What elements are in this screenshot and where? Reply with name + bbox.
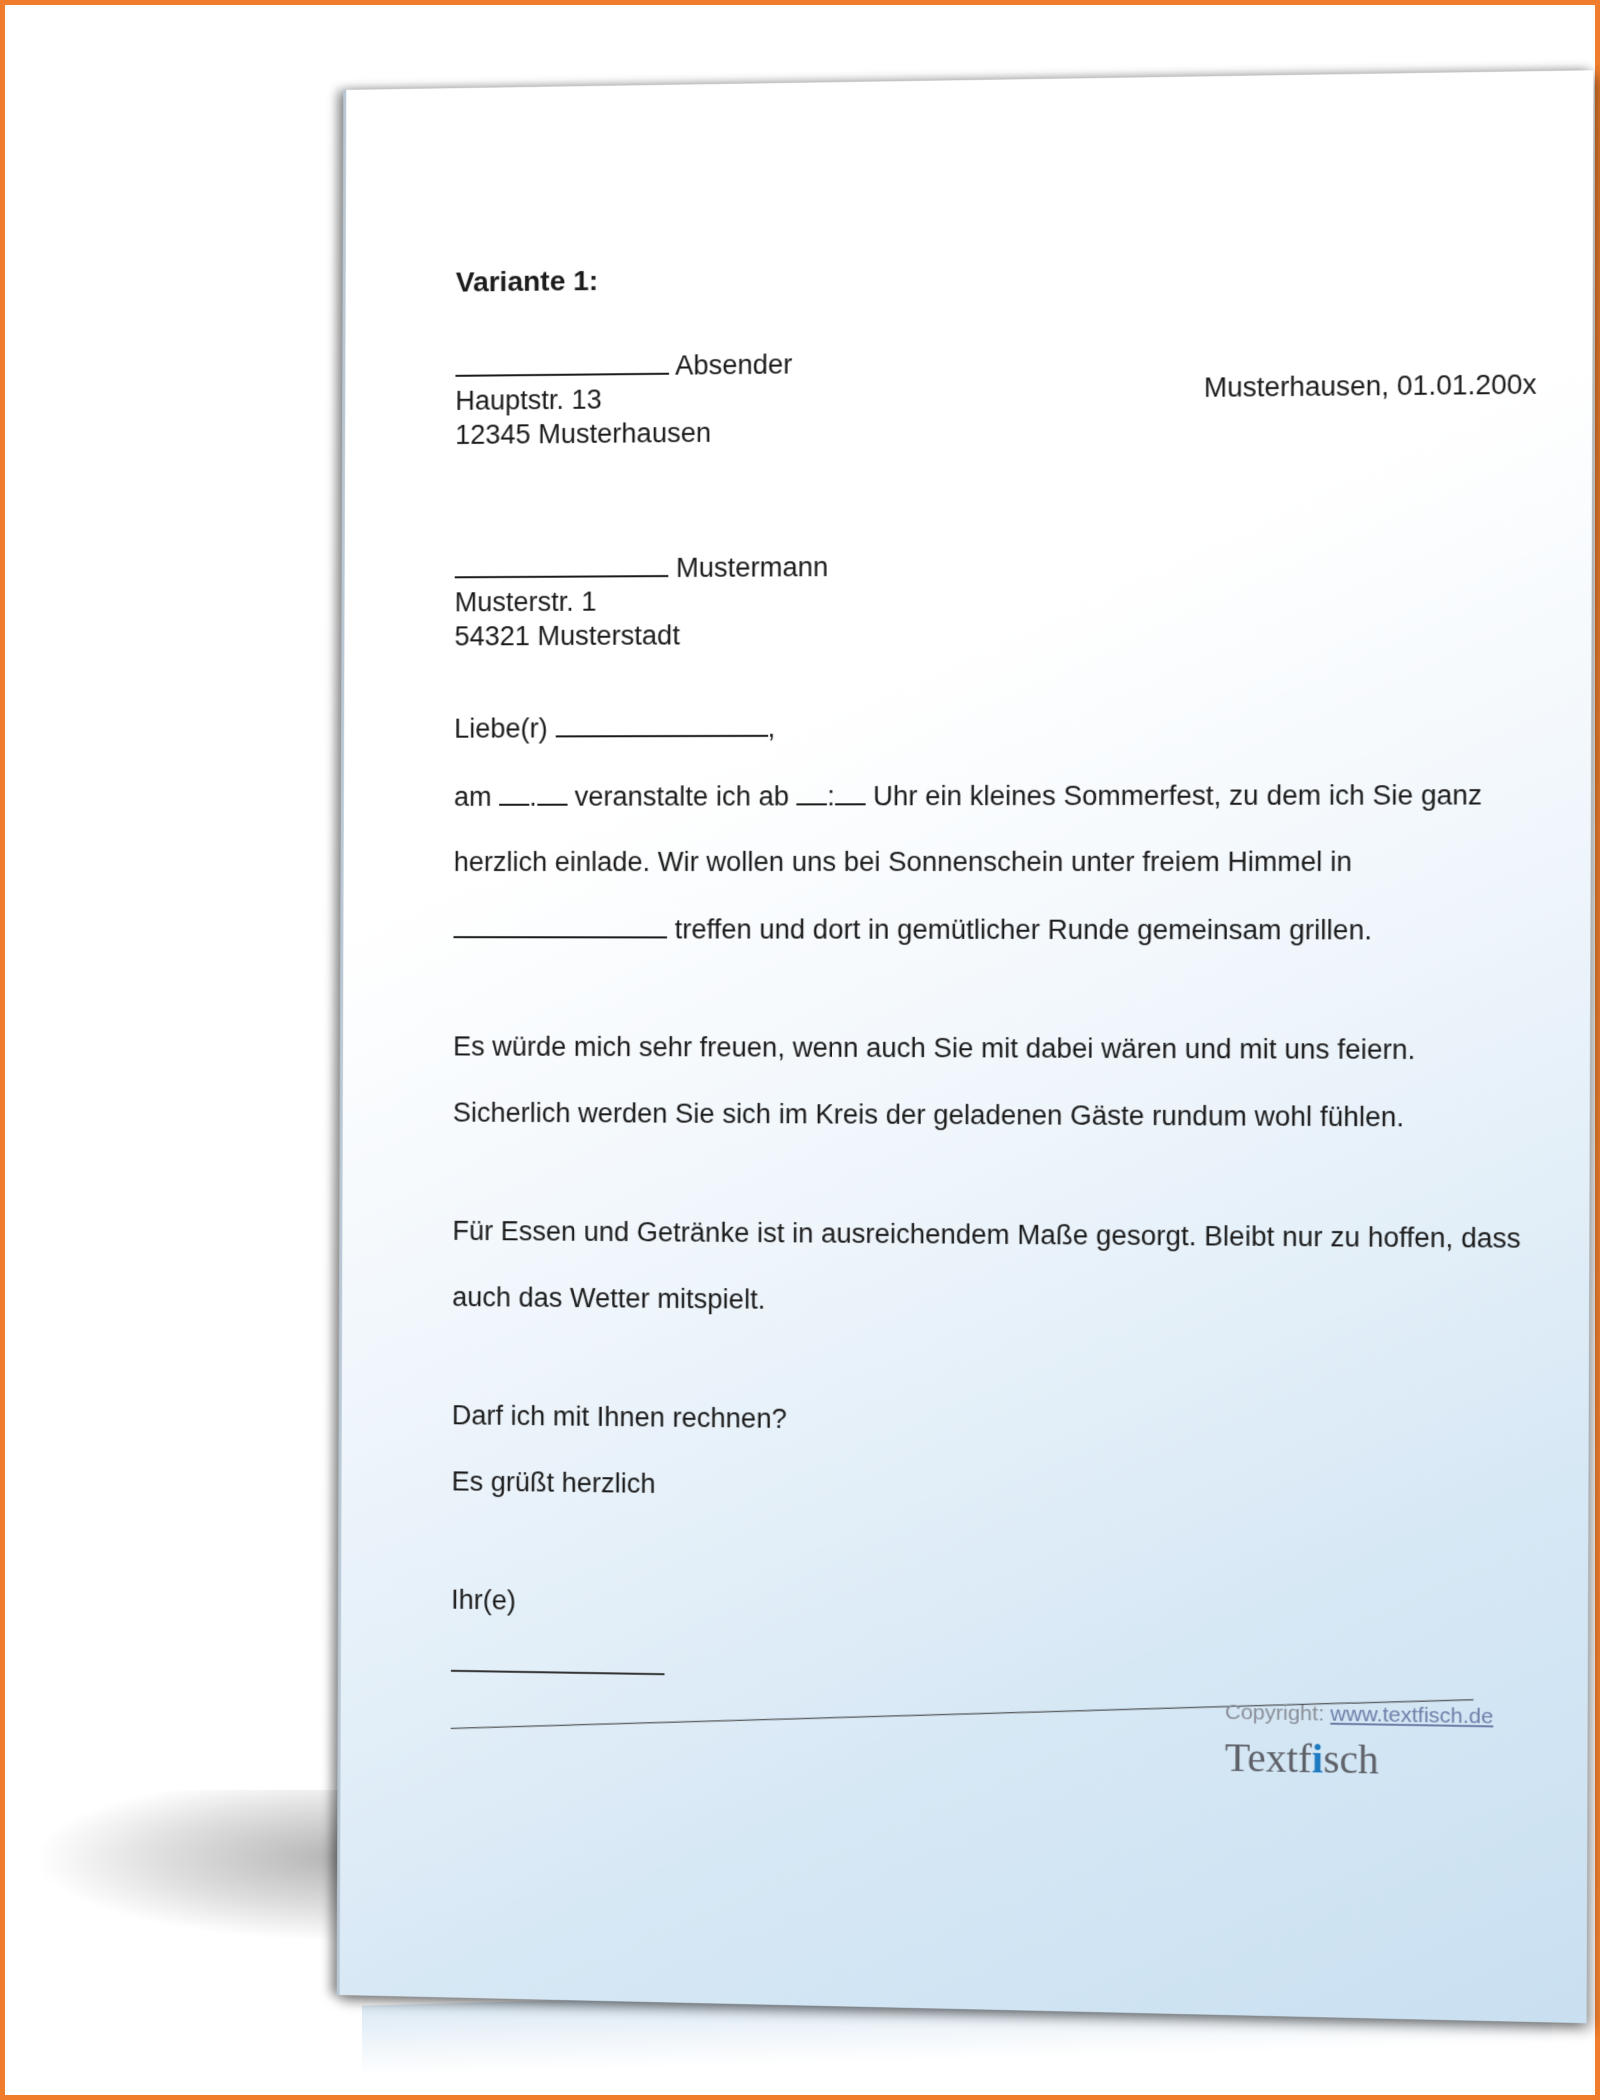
salutation-line xyxy=(454,711,775,745)
recipient-street: Musterstr. 1 xyxy=(454,586,597,618)
logo-text-start: Textf xyxy=(1224,1734,1312,1782)
recipient-name-line xyxy=(455,550,829,585)
paragraph1-line3 xyxy=(453,912,1372,946)
signature-line xyxy=(451,1670,665,1675)
fish-icon: i xyxy=(1311,1735,1324,1782)
paragraph3-line2: auch das Wetter mitspielt. xyxy=(452,1281,766,1315)
recipient-name: Mustermann xyxy=(675,551,829,584)
sender-name: Absender xyxy=(675,349,793,381)
sender-blank xyxy=(455,349,669,377)
p1-text-treffen: treffen und dort in gemütlicher Runde gemeinsam grillen. xyxy=(674,914,1372,946)
salutation-blank xyxy=(555,711,768,738)
copyright-link[interactable]: www.textfisch.de xyxy=(1330,1702,1494,1729)
paragraph1-line1 xyxy=(454,778,1482,813)
month-blank xyxy=(537,780,567,806)
closing-greeting: Es grüßt herzlich xyxy=(451,1466,656,1499)
recipient-blank xyxy=(455,551,669,578)
paragraph2-line2: Sicherlich werden Sie sich im Kreis der geladenen Gäste rundum wohl fühlen. xyxy=(452,1097,1405,1133)
logo-text-end: sch xyxy=(1323,1735,1379,1783)
document-page xyxy=(337,70,1593,2028)
sender-name-line xyxy=(455,347,792,384)
p1-text-am: am xyxy=(453,781,492,812)
copyright-label: Copyright: xyxy=(1224,1700,1325,1726)
sender-city: 12345 Musterhausen xyxy=(455,417,712,451)
letter-sheet xyxy=(337,70,1594,2023)
recipient-city: 54321 Musterstadt xyxy=(454,620,680,652)
paragraph3-line1: Für Essen und Getränke ist in ausreichendem Maße gesorgt. Bleibt nur zu hoffen, dass xyxy=(452,1215,1521,1254)
closing-question: Darf ich mit Ihnen rechnen? xyxy=(451,1400,787,1435)
paragraph1-line2: herzlich einlade. Wir wollen uns bei Sonnenschein unter freiem Himmel in xyxy=(453,846,1352,878)
signoff: Ihr(e) xyxy=(451,1584,517,1616)
hour-blank xyxy=(797,779,828,805)
paragraph2-line1: Es würde mich sehr freuen, wenn auch Sie mit dabei wären und mit uns feiern. xyxy=(453,1031,1416,1066)
date-line: Musterhausen, 01.01.200x xyxy=(1203,369,1537,403)
salutation-comma: , xyxy=(767,712,776,743)
p1-dot: . xyxy=(529,781,537,812)
p1-text-veranstalte: veranstalte ich ab xyxy=(574,781,790,812)
location-blank xyxy=(453,912,667,938)
copyright-note xyxy=(1225,1701,1493,1730)
minute-blank xyxy=(835,779,866,805)
day-blank xyxy=(499,780,529,806)
p1-text-uhr: Uhr ein kleines Sommerfest, zu dem ich Sie ganz xyxy=(872,779,1483,812)
sender-street: Hauptstr. 13 xyxy=(455,384,602,416)
textfisch-logo xyxy=(1225,1733,1379,1784)
variant-heading: Variante 1: xyxy=(455,264,599,298)
p1-colon: : xyxy=(827,781,835,812)
salutation-word: Liebe(r) xyxy=(454,713,548,744)
